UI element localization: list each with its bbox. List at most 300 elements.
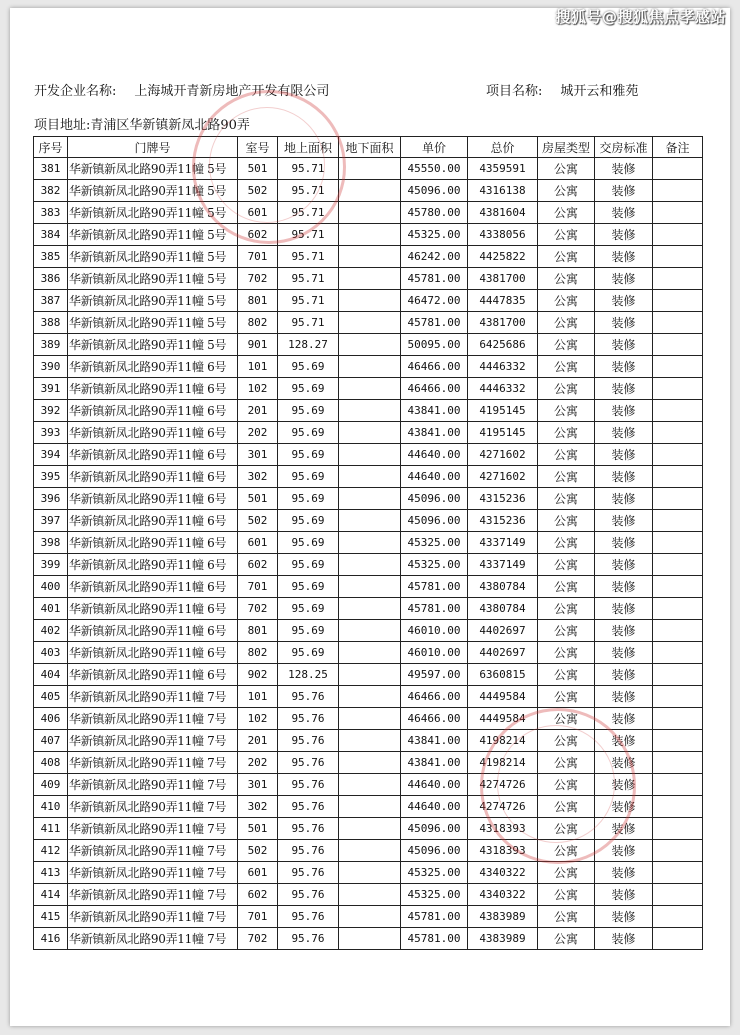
table-row: [34, 686, 703, 708]
room-number-cell: 601: [238, 862, 278, 884]
table-row: [34, 290, 703, 312]
above-ground-area-cell: 95.76: [278, 862, 339, 884]
room-number-cell: 702: [238, 928, 278, 950]
house-address-cell: 华新镇新凤北路90弄11幢 7号: [68, 752, 238, 774]
unit-price-cell: 45325.00: [401, 884, 468, 906]
unit-price-cell: 45781.00: [401, 928, 468, 950]
total-price-cell: 4402697: [468, 620, 538, 642]
below-ground-area-cell: [339, 224, 401, 246]
room-number-cell: 101: [238, 356, 278, 378]
room-number-cell: 302: [238, 466, 278, 488]
remarks-cell: [653, 400, 703, 422]
house-address-cell: 华新镇新凤北路90弄11幢 7号: [68, 884, 238, 906]
below-ground-area-cell: [339, 532, 401, 554]
house-address-cell: 华新镇新凤北路90弄11幢 6号: [68, 664, 238, 686]
total-price-cell: 4383989: [468, 906, 538, 928]
house-address-cell: 华新镇新凤北路90弄11幢 7号: [68, 928, 238, 950]
above-ground-area-cell: 95.76: [278, 796, 339, 818]
house-address-cell: 华新镇新凤北路90弄11幢 7号: [68, 708, 238, 730]
total-price-cell: 4380784: [468, 576, 538, 598]
unit-price-cell: 45325.00: [401, 862, 468, 884]
table-row: [34, 598, 703, 620]
house-address-cell: 华新镇新凤北路90弄11幢 6号: [68, 488, 238, 510]
row-number-cell: 393: [34, 422, 68, 444]
remarks-cell: [653, 378, 703, 400]
room-number-cell: 701: [238, 576, 278, 598]
table-row: [34, 774, 703, 796]
developer-line: [34, 80, 329, 99]
unit-price-cell: 46472.00: [401, 290, 468, 312]
room-number-cell: 602: [238, 884, 278, 906]
developer-label: 开发企业名称:: [34, 84, 117, 99]
table-row: [34, 928, 703, 950]
room-number-cell: 801: [238, 620, 278, 642]
watermark: 搜狐号@搜狐焦点孝感站: [555, 8, 726, 26]
house-address-cell: 华新镇新凤北路90弄11幢 7号: [68, 796, 238, 818]
house-address-cell: 华新镇新凤北路90弄11幢 6号: [68, 444, 238, 466]
below-ground-area-cell: [339, 664, 401, 686]
house-address-cell: 华新镇新凤北路90弄11幢 7号: [68, 906, 238, 928]
row-number-cell: 400: [34, 576, 68, 598]
table-row: [34, 532, 703, 554]
total-price-cell: 4315236: [468, 510, 538, 532]
row-number-cell: 402: [34, 620, 68, 642]
below-ground-area-cell: [339, 444, 401, 466]
above-ground-area-cell: 95.69: [278, 444, 339, 466]
total-price-cell: 4274726: [468, 774, 538, 796]
above-ground-area-cell: 95.69: [278, 356, 339, 378]
above-ground-area-cell: 95.69: [278, 576, 339, 598]
total-price-cell: 4447835: [468, 290, 538, 312]
table-row: [34, 554, 703, 576]
above-ground-area-cell: 95.71: [278, 312, 339, 334]
below-ground-area-cell: [339, 818, 401, 840]
below-ground-area-cell: [339, 356, 401, 378]
house-address-cell: 华新镇新凤北路90弄11幢 7号: [68, 818, 238, 840]
room-number-cell: 101: [238, 686, 278, 708]
table-row: [34, 268, 703, 290]
delivery-standard-cell: 装修: [595, 158, 653, 180]
below-ground-area-cell: [339, 400, 401, 422]
total-price-cell: 4381700: [468, 268, 538, 290]
delivery-standard-cell: 装修: [595, 466, 653, 488]
room-number-cell: 902: [238, 664, 278, 686]
total-price-cell: 4402697: [468, 642, 538, 664]
below-ground-area-cell: [339, 906, 401, 928]
room-number-cell: 602: [238, 224, 278, 246]
table-row: [34, 334, 703, 356]
delivery-standard-cell: 装修: [595, 224, 653, 246]
below-ground-area-cell: [339, 312, 401, 334]
unit-price-cell: 50095.00: [401, 334, 468, 356]
remarks-cell: [653, 642, 703, 664]
house-address-cell: 华新镇新凤北路90弄11幢 6号: [68, 422, 238, 444]
remarks-cell: [653, 840, 703, 862]
table-row: [34, 708, 703, 730]
unit-price-cell: 46466.00: [401, 356, 468, 378]
house-type-cell: 公寓: [538, 686, 595, 708]
below-ground-area-cell: [339, 246, 401, 268]
row-number-cell: 403: [34, 642, 68, 664]
below-ground-area-cell: [339, 202, 401, 224]
unit-price-cell: 45781.00: [401, 268, 468, 290]
remarks-cell: [653, 202, 703, 224]
row-number-cell: 415: [34, 906, 68, 928]
delivery-standard-cell: 装修: [595, 488, 653, 510]
room-number-cell: 202: [238, 422, 278, 444]
unit-price-cell: 46242.00: [401, 246, 468, 268]
below-ground-area-cell: [339, 334, 401, 356]
above-ground-area-cell: 95.76: [278, 906, 339, 928]
table-row: [34, 884, 703, 906]
above-ground-area-cell: 95.76: [278, 686, 339, 708]
unit-price-cell: 45096.00: [401, 818, 468, 840]
below-ground-area-cell: [339, 158, 401, 180]
row-number-cell: 382: [34, 180, 68, 202]
address-value: 青浦区华新镇新凤北路90弄: [90, 118, 250, 133]
below-ground-area-cell: [339, 180, 401, 202]
delivery-standard-cell: 装修: [595, 290, 653, 312]
below-ground-area-cell: [339, 796, 401, 818]
total-price-cell: 4274726: [468, 796, 538, 818]
row-number-cell: 405: [34, 686, 68, 708]
house-type-cell: 公寓: [538, 752, 595, 774]
row-number-cell: 406: [34, 708, 68, 730]
row-number-cell: 392: [34, 400, 68, 422]
delivery-standard-cell: 装修: [595, 246, 653, 268]
house-type-cell: 公寓: [538, 488, 595, 510]
total-price-cell: 4381604: [468, 202, 538, 224]
table-row: [34, 730, 703, 752]
remarks-cell: [653, 664, 703, 686]
house-address-cell: 华新镇新凤北路90弄11幢 6号: [68, 378, 238, 400]
house-type-cell: 公寓: [538, 840, 595, 862]
unit-price-cell: 44640.00: [401, 444, 468, 466]
total-price-cell: 4338056: [468, 224, 538, 246]
house-type-cell: 公寓: [538, 400, 595, 422]
unit-price-cell: 44640.00: [401, 466, 468, 488]
total-price-cell: 4381700: [468, 312, 538, 334]
house-type-cell: 公寓: [538, 620, 595, 642]
unit-price-cell: 43841.00: [401, 730, 468, 752]
unit-price-cell: 45096.00: [401, 488, 468, 510]
unit-price-cell: 45781.00: [401, 906, 468, 928]
unit-price-cell: 49597.00: [401, 664, 468, 686]
total-price-cell: 4449584: [468, 708, 538, 730]
above-ground-area-cell: 95.76: [278, 774, 339, 796]
row-number-cell: 390: [34, 356, 68, 378]
unit-price-cell: 45325.00: [401, 224, 468, 246]
total-price-cell: 4380784: [468, 598, 538, 620]
remarks-cell: [653, 180, 703, 202]
house-address-cell: 华新镇新凤北路90弄11幢 6号: [68, 400, 238, 422]
below-ground-area-cell: [339, 378, 401, 400]
price-table: [33, 136, 703, 950]
house-address-cell: 华新镇新凤北路90弄11幢 5号: [68, 290, 238, 312]
column-header-above-ground-area: 地上面积: [278, 137, 339, 158]
house-type-cell: 公寓: [538, 862, 595, 884]
address-line: [34, 114, 250, 133]
table-row: [34, 510, 703, 532]
delivery-standard-cell: 装修: [595, 598, 653, 620]
remarks-cell: [653, 884, 703, 906]
room-number-cell: 502: [238, 180, 278, 202]
house-type-cell: 公寓: [538, 378, 595, 400]
room-number-cell: 201: [238, 730, 278, 752]
delivery-standard-cell: 装修: [595, 378, 653, 400]
unit-price-cell: 45096.00: [401, 510, 468, 532]
house-address-cell: 华新镇新凤北路90弄11幢 6号: [68, 620, 238, 642]
delivery-standard-cell: 装修: [595, 334, 653, 356]
delivery-standard-cell: 装修: [595, 664, 653, 686]
total-price-cell: 4449584: [468, 686, 538, 708]
total-price-cell: 4316138: [468, 180, 538, 202]
above-ground-area-cell: 95.69: [278, 422, 339, 444]
room-number-cell: 501: [238, 488, 278, 510]
house-type-cell: 公寓: [538, 312, 595, 334]
total-price-cell: 4359591: [468, 158, 538, 180]
house-type-cell: 公寓: [538, 246, 595, 268]
developer-name: 上海城开青新房地产开发有限公司: [134, 84, 330, 99]
house-address-cell: 华新镇新凤北路90弄11幢 6号: [68, 576, 238, 598]
table-row: [34, 840, 703, 862]
delivery-standard-cell: 装修: [595, 202, 653, 224]
remarks-cell: [653, 554, 703, 576]
remarks-cell: [653, 818, 703, 840]
row-number-cell: 398: [34, 532, 68, 554]
above-ground-area-cell: 95.69: [278, 510, 339, 532]
column-header-unit-price: 单价: [401, 137, 468, 158]
house-address-cell: 华新镇新凤北路90弄11幢 6号: [68, 356, 238, 378]
row-number-cell: 387: [34, 290, 68, 312]
table-row: [34, 862, 703, 884]
house-type-cell: 公寓: [538, 422, 595, 444]
column-header-room-number: 室号: [238, 137, 278, 158]
total-price-cell: 4318393: [468, 840, 538, 862]
total-price-cell: 4337149: [468, 554, 538, 576]
delivery-standard-cell: 装修: [595, 884, 653, 906]
remarks-cell: [653, 906, 703, 928]
house-address-cell: 华新镇新凤北路90弄11幢 5号: [68, 158, 238, 180]
room-number-cell: 701: [238, 246, 278, 268]
below-ground-area-cell: [339, 576, 401, 598]
above-ground-area-cell: 95.76: [278, 928, 339, 950]
house-type-cell: 公寓: [538, 180, 595, 202]
table-body: [34, 158, 703, 950]
table-header-row: [34, 137, 703, 158]
table-row: [34, 202, 703, 224]
below-ground-area-cell: [339, 642, 401, 664]
below-ground-area-cell: [339, 554, 401, 576]
above-ground-area-cell: 128.27: [278, 334, 339, 356]
table-row: [34, 818, 703, 840]
unit-price-cell: 45325.00: [401, 532, 468, 554]
row-number-cell: 404: [34, 664, 68, 686]
unit-price-cell: 46010.00: [401, 620, 468, 642]
house-type-cell: 公寓: [538, 576, 595, 598]
total-price-cell: 4198214: [468, 730, 538, 752]
table-row: [34, 180, 703, 202]
column-header-delivery-standard: 交房标准: [595, 137, 653, 158]
house-type-cell: 公寓: [538, 202, 595, 224]
delivery-standard-cell: 装修: [595, 180, 653, 202]
delivery-standard-cell: 装修: [595, 268, 653, 290]
row-number-cell: 391: [34, 378, 68, 400]
house-address-cell: 华新镇新凤北路90弄11幢 6号: [68, 598, 238, 620]
house-type-cell: 公寓: [538, 510, 595, 532]
table-row: [34, 906, 703, 928]
room-number-cell: 301: [238, 774, 278, 796]
below-ground-area-cell: [339, 708, 401, 730]
delivery-standard-cell: 装修: [595, 620, 653, 642]
table-row: [34, 796, 703, 818]
project-line: [486, 80, 638, 99]
unit-price-cell: 43841.00: [401, 422, 468, 444]
house-address-cell: 华新镇新凤北路90弄11幢 7号: [68, 862, 238, 884]
row-number-cell: 384: [34, 224, 68, 246]
row-number-cell: 396: [34, 488, 68, 510]
remarks-cell: [653, 532, 703, 554]
delivery-standard-cell: 装修: [595, 928, 653, 950]
house-address-cell: 华新镇新凤北路90弄11幢 7号: [68, 840, 238, 862]
below-ground-area-cell: [339, 928, 401, 950]
unit-price-cell: 46466.00: [401, 378, 468, 400]
row-number-cell: 401: [34, 598, 68, 620]
delivery-standard-cell: 装修: [595, 730, 653, 752]
house-type-cell: 公寓: [538, 444, 595, 466]
remarks-cell: [653, 246, 703, 268]
below-ground-area-cell: [339, 730, 401, 752]
unit-price-cell: 43841.00: [401, 752, 468, 774]
room-number-cell: 802: [238, 642, 278, 664]
row-number-cell: 389: [34, 334, 68, 356]
total-price-cell: 6425686: [468, 334, 538, 356]
row-number-cell: 383: [34, 202, 68, 224]
house-address-cell: 华新镇新凤北路90弄11幢 5号: [68, 268, 238, 290]
remarks-cell: [653, 158, 703, 180]
remarks-cell: [653, 268, 703, 290]
below-ground-area-cell: [339, 862, 401, 884]
house-type-cell: 公寓: [538, 796, 595, 818]
unit-price-cell: 46010.00: [401, 642, 468, 664]
room-number-cell: 801: [238, 290, 278, 312]
remarks-cell: [653, 488, 703, 510]
row-number-cell: 386: [34, 268, 68, 290]
total-price-cell: 4340322: [468, 884, 538, 906]
unit-price-cell: 45096.00: [401, 180, 468, 202]
row-number-cell: 407: [34, 730, 68, 752]
house-address-cell: 华新镇新凤北路90弄11幢 5号: [68, 180, 238, 202]
column-header-total-price: 总价: [468, 137, 538, 158]
remarks-cell: [653, 928, 703, 950]
remarks-cell: [653, 730, 703, 752]
total-price-cell: 4271602: [468, 466, 538, 488]
below-ground-area-cell: [339, 620, 401, 642]
above-ground-area-cell: 95.71: [278, 246, 339, 268]
room-number-cell: 201: [238, 400, 278, 422]
unit-price-cell: 43841.00: [401, 400, 468, 422]
delivery-standard-cell: 装修: [595, 752, 653, 774]
table-row: [34, 466, 703, 488]
room-number-cell: 702: [238, 268, 278, 290]
above-ground-area-cell: 95.71: [278, 290, 339, 312]
house-type-cell: 公寓: [538, 598, 595, 620]
delivery-standard-cell: 装修: [595, 532, 653, 554]
column-header-house-address: 门牌号: [68, 137, 238, 158]
delivery-standard-cell: 装修: [595, 312, 653, 334]
unit-price-cell: 45780.00: [401, 202, 468, 224]
delivery-standard-cell: 装修: [595, 906, 653, 928]
table-row: [34, 246, 703, 268]
column-header-below-ground-area: 地下面积: [339, 137, 401, 158]
above-ground-area-cell: 128.25: [278, 664, 339, 686]
delivery-standard-cell: 装修: [595, 554, 653, 576]
house-type-cell: 公寓: [538, 158, 595, 180]
above-ground-area-cell: 95.76: [278, 818, 339, 840]
house-type-cell: 公寓: [538, 554, 595, 576]
delivery-standard-cell: 装修: [595, 818, 653, 840]
house-type-cell: 公寓: [538, 708, 595, 730]
total-price-cell: 4337149: [468, 532, 538, 554]
table-row: [34, 444, 703, 466]
room-number-cell: 302: [238, 796, 278, 818]
room-number-cell: 502: [238, 510, 278, 532]
remarks-cell: [653, 510, 703, 532]
unit-price-cell: 46466.00: [401, 686, 468, 708]
above-ground-area-cell: 95.69: [278, 642, 339, 664]
row-number-cell: 408: [34, 752, 68, 774]
above-ground-area-cell: 95.69: [278, 598, 339, 620]
row-number-cell: 416: [34, 928, 68, 950]
remarks-cell: [653, 422, 703, 444]
row-number-cell: 413: [34, 862, 68, 884]
table-row: [34, 356, 703, 378]
row-number-cell: 395: [34, 466, 68, 488]
house-type-cell: 公寓: [538, 642, 595, 664]
unit-price-cell: 44640.00: [401, 796, 468, 818]
above-ground-area-cell: 95.69: [278, 620, 339, 642]
room-number-cell: 602: [238, 554, 278, 576]
below-ground-area-cell: [339, 752, 401, 774]
total-price-cell: 6360815: [468, 664, 538, 686]
below-ground-area-cell: [339, 422, 401, 444]
row-number-cell: 397: [34, 510, 68, 532]
house-address-cell: 华新镇新凤北路90弄11幢 6号: [68, 554, 238, 576]
row-number-cell: 388: [34, 312, 68, 334]
total-price-cell: 4315236: [468, 488, 538, 510]
house-type-cell: 公寓: [538, 884, 595, 906]
house-type-cell: 公寓: [538, 928, 595, 950]
house-type-cell: 公寓: [538, 664, 595, 686]
column-header-house-type: 房屋类型: [538, 137, 595, 158]
remarks-cell: [653, 356, 703, 378]
total-price-cell: 4446332: [468, 356, 538, 378]
house-type-cell: 公寓: [538, 818, 595, 840]
unit-price-cell: 44640.00: [401, 774, 468, 796]
below-ground-area-cell: [339, 774, 401, 796]
unit-price-cell: 45781.00: [401, 312, 468, 334]
table-row: [34, 378, 703, 400]
delivery-standard-cell: 装修: [595, 774, 653, 796]
below-ground-area-cell: [339, 686, 401, 708]
room-number-cell: 501: [238, 158, 278, 180]
delivery-standard-cell: 装修: [595, 642, 653, 664]
house-type-cell: 公寓: [538, 906, 595, 928]
above-ground-area-cell: 95.69: [278, 488, 339, 510]
house-type-cell: 公寓: [538, 730, 595, 752]
row-number-cell: 409: [34, 774, 68, 796]
above-ground-area-cell: 95.69: [278, 532, 339, 554]
